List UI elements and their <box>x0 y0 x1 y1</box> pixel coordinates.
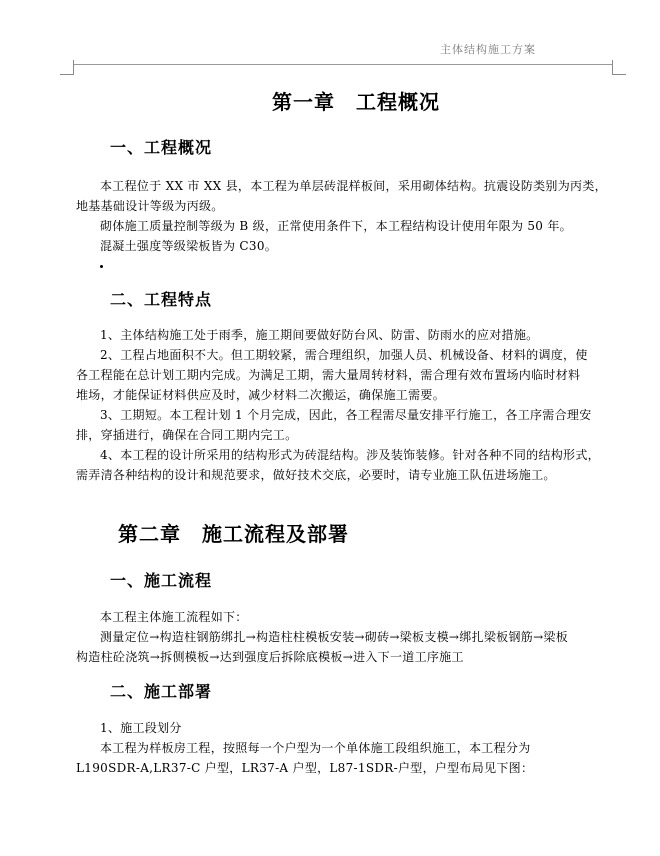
crop-mark-left-horizontal <box>60 74 74 75</box>
list-item-2-line-1: 2、工程占地面积不大。但工期较紧，需合理组织，加强人员、机械设备、材料的调度，使 <box>100 348 588 362</box>
para-flow-intro: 本工程主体施工流程如下： <box>100 610 248 624</box>
crop-mark-right-horizontal <box>612 74 626 75</box>
para-overview-line-1: 本工程位于 XX 市 XX 县，本工程为单层砖混样板间，采用砌体结构。抗震设防类别为丙类， <box>100 179 607 193</box>
para-deployment-line-1: 本工程为样板房工程，按照每一个户型为一个单体施工段组织施工，本工程分为 <box>100 741 531 755</box>
list-item-1: 1、主体结构施工处于雨季，施工期间要做好防台风、防雷、防雨水的应对措施。 <box>100 328 539 342</box>
chapter-1-title: 第一章 工程概况 <box>272 90 440 114</box>
running-header: 主体结构施工方案 <box>440 43 536 56</box>
para-deployment-line-2: L190SDR-A,LR37-C 户型，LR37-A 户型，L87-1SDR-户型，户型布局见下图： <box>76 761 534 775</box>
section-2-2-heading: 二、施工部署 <box>110 682 213 701</box>
crop-mark-right-vertical <box>612 60 613 74</box>
para-flow-line-1: 测量定位→构造柱钢筋绑扎→构造柱柱模板安装→砌砖→梁板支模→绑扎梁板钢筋→梁板 <box>100 630 569 644</box>
chapter-2-title: 第二章 施工流程及部署 <box>118 522 349 546</box>
section-2-1-heading: 一、施工流程 <box>110 571 213 590</box>
crop-mark-left-vertical <box>73 60 74 74</box>
list-item-3-line-2: 排，穿插进行，确保在合同工期内完工。 <box>76 428 298 442</box>
list-item-4-line-1: 4、本工程的设计所采用的结构形式为砖混结构。涉及装饰装修。针对各种不同的结构形式， <box>100 448 600 462</box>
para-masonry-quality: 砌体施工质量控制等级为 B 级，正常使用条件下，本工程结构设计使用年限为 50 年。 <box>100 219 572 233</box>
para-concrete-grade: 混凝土强度等级梁板皆为 C30。 <box>100 239 278 253</box>
para-flow-line-2: 构造柱砼浇筑→拆侧模板→达到强度后拆除底模板→进入下一道工序施工 <box>76 650 464 664</box>
list-item-2-line-2: 各工程能在总计划工期内完成。为满足工期，需大量周转材料，需合理有效布置场内临时材料 <box>76 368 581 382</box>
list-item-2-line-3: 堆场，才能保证材料供应及时，减少材料二次搬运，确保施工需要。 <box>76 388 446 402</box>
list-item-4-line-2: 需弄清各种结构的设计和规范要求，做好技术交底，必要时，请专业施工队伍进场施工。 <box>76 468 556 482</box>
para-overview-line-2: 地基基础设计等级为丙级。 <box>76 199 224 213</box>
para-deployment-subheading: 1、施工段划分 <box>100 721 182 735</box>
section-1-1-heading: 一、工程概况 <box>110 138 213 157</box>
stray-period-mark <box>100 265 103 268</box>
section-1-2-heading: 二、工程特点 <box>110 290 213 309</box>
list-item-3-line-1: 3、工期短。本工程计划 1 个月完成，因此，各工程需尽量安排平行施工，各工序需合理安 <box>100 408 592 422</box>
header-rule <box>73 64 613 65</box>
